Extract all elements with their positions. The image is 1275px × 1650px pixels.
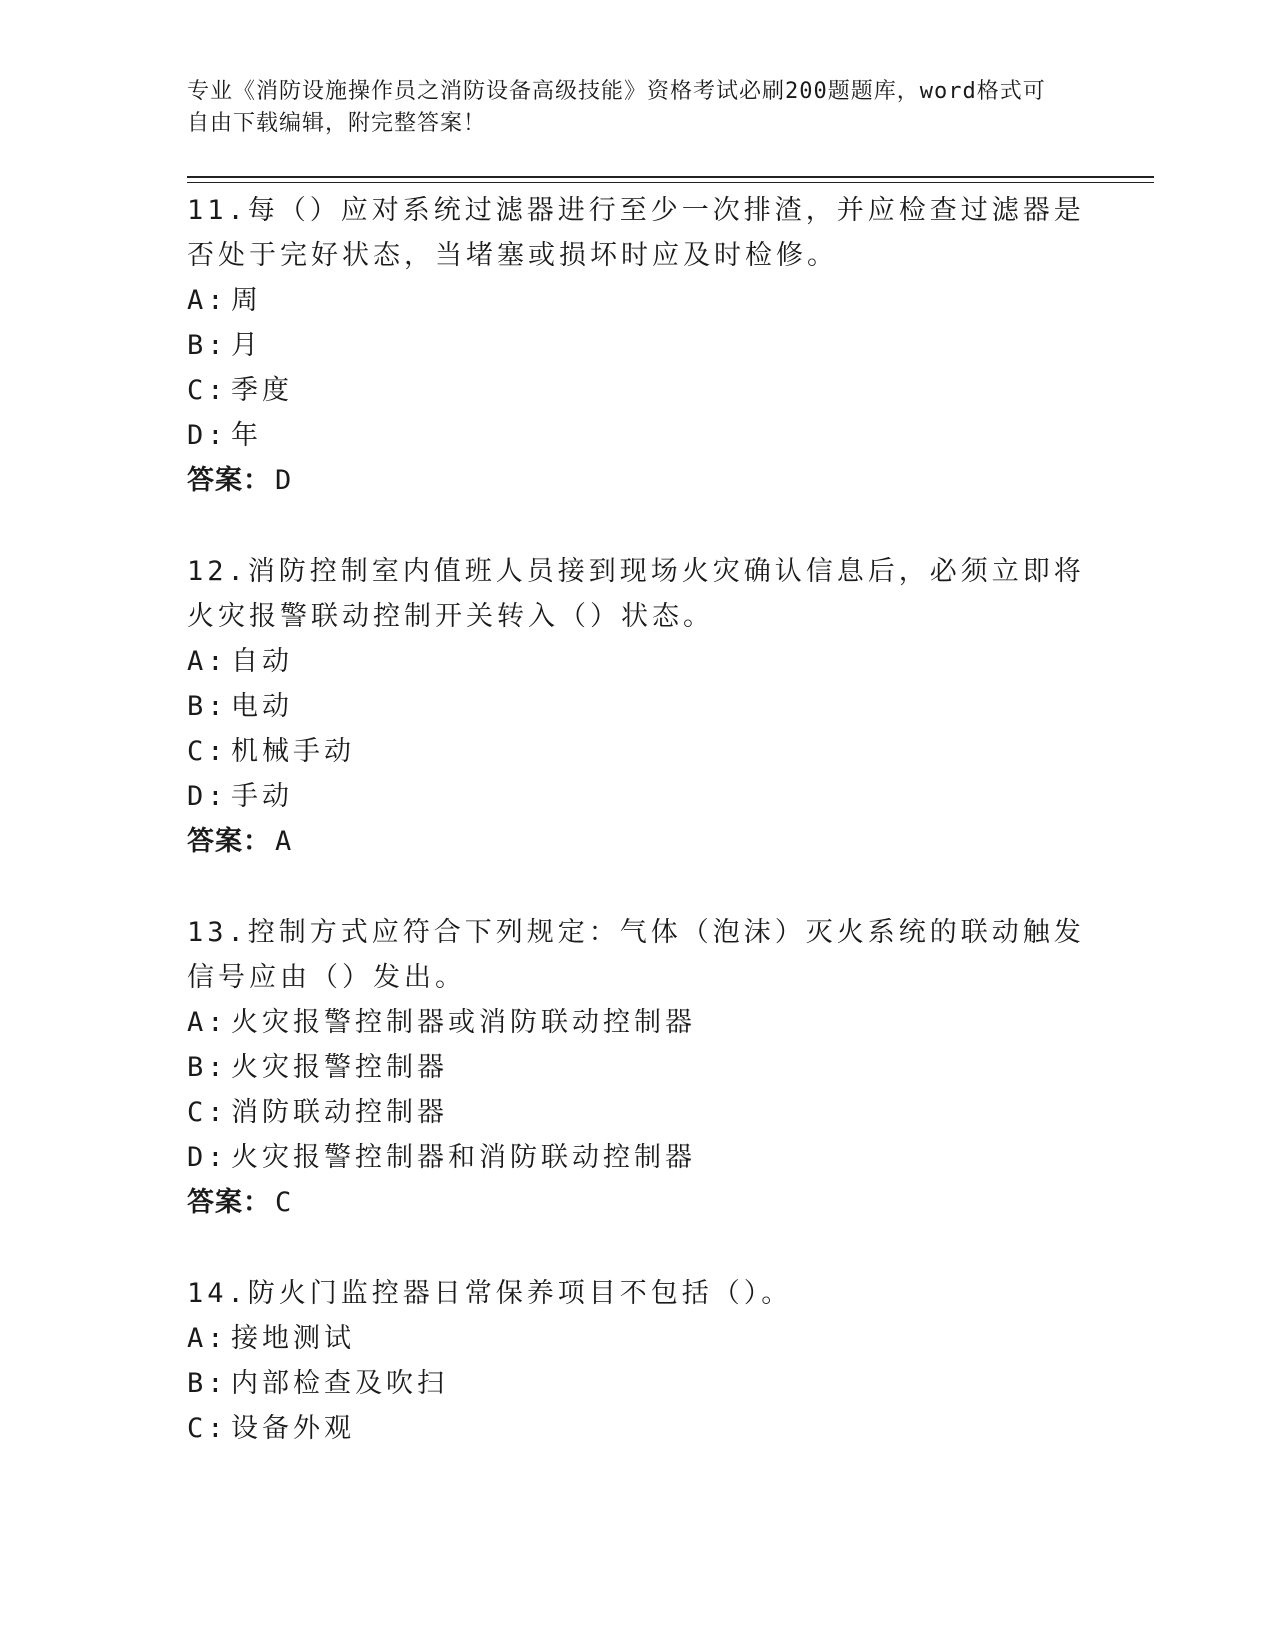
question-14 [187, 1271, 1087, 1451]
answer-line [187, 819, 1087, 864]
option-text: 机械手动 [231, 736, 355, 767]
option-text: 火灾报警控制器或消防联动控制器 [231, 1007, 696, 1038]
answer-line [187, 1180, 1087, 1225]
option-letter: A: [187, 646, 228, 677]
option-d [187, 1135, 1087, 1180]
option-text: 消防联动控制器 [231, 1097, 448, 1128]
option-letter: B: [187, 691, 228, 722]
answer-line [187, 458, 1087, 503]
option-d [187, 413, 1087, 458]
answer-label: 答案： [187, 826, 271, 857]
question-12 [187, 549, 1087, 864]
question-stem: 11.每（）应对系统过滤器进行至少一次排渣，并应检查过滤器是否处于完好状态，当堵塞或损坏时应及时检修。 [187, 195, 1085, 271]
option-text: 年 [231, 420, 262, 451]
option-letter: D: [187, 1142, 228, 1173]
option-b [187, 1045, 1087, 1090]
option-letter: C: [187, 1413, 228, 1444]
option-c [187, 368, 1087, 413]
option-text: 设备外观 [231, 1413, 355, 1444]
option-letter: B: [187, 1368, 228, 1399]
option-text: 周 [231, 285, 262, 316]
answer-value: C [275, 1187, 293, 1218]
question-stem: 13.控制方式应符合下列规定：气体（泡沫）灭火系统的联动触发信号应由（）发出。 [187, 917, 1085, 993]
option-b [187, 323, 1087, 368]
answer-value: A [275, 826, 293, 857]
option-a [187, 1000, 1087, 1045]
option-letter: B: [187, 330, 228, 361]
option-text: 内部检查及吹扫 [231, 1368, 448, 1399]
option-a [187, 639, 1087, 684]
question-list [187, 188, 1087, 1451]
option-c [187, 1406, 1087, 1451]
option-letter: C: [187, 1097, 228, 1128]
question-11 [187, 188, 1087, 503]
option-a [187, 1316, 1087, 1361]
option-letter: D: [187, 781, 228, 812]
option-letter: A: [187, 1007, 228, 1038]
question-stem: 12.消防控制室内值班人员接到现场火灾确认信息后，必须立即将火灾报警联动控制开关转入（）状态。 [187, 556, 1085, 632]
option-letter: A: [187, 285, 228, 316]
option-text: 季度 [231, 375, 293, 406]
option-letter: A: [187, 1323, 228, 1354]
option-text: 电动 [231, 691, 293, 722]
option-text: 火灾报警控制器 [231, 1052, 448, 1083]
document-header: 专业《消防设施操作员之消防设备高级技能》资格考试必刷200题题库，word格式可自由下载编辑，附完整答案！ [187, 79, 1046, 136]
option-d [187, 774, 1087, 819]
answer-label: 答案： [187, 1187, 271, 1218]
option-letter: D: [187, 420, 228, 451]
answer-label: 答案： [187, 465, 271, 496]
option-a [187, 278, 1087, 323]
option-b [187, 684, 1087, 729]
question-13 [187, 910, 1087, 1225]
option-b [187, 1361, 1087, 1406]
header-divider-thick [187, 176, 1154, 178]
question-stem: 14.防火门监控器日常保养项目不包括（）。 [187, 1278, 793, 1309]
option-text: 手动 [231, 781, 293, 812]
option-letter: C: [187, 375, 228, 406]
option-text: 自动 [231, 646, 293, 677]
option-text: 月 [231, 330, 262, 361]
option-letter: C: [187, 736, 228, 767]
option-letter: B: [187, 1052, 228, 1083]
option-text: 火灾报警控制器和消防联动控制器 [231, 1142, 696, 1173]
option-text: 接地测试 [231, 1323, 355, 1354]
option-c [187, 729, 1087, 774]
option-c [187, 1090, 1087, 1135]
answer-value: D [275, 465, 293, 496]
header-divider-thin [187, 182, 1154, 183]
